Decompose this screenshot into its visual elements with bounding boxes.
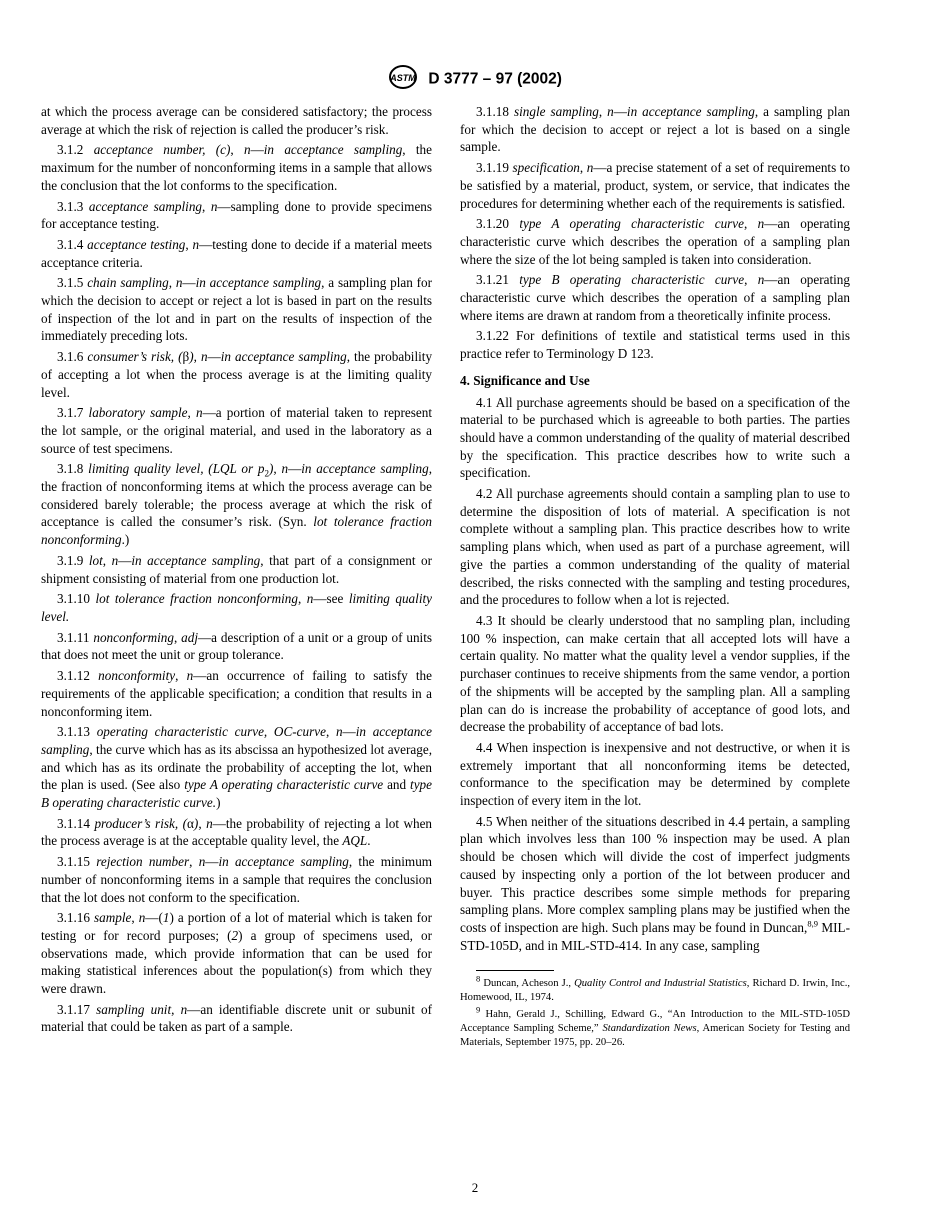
section-4-3: 4.3 It should be clearly understood that no sampling plan, including 100 % inspection, can make certain that all accepted lots will have a certain quality. No matter what the quality level a vendor supplies, if the purchaser continues to receive shipments from the same vendor, a portion of the shipments will be accepted by the sampling plan. All a sampling plan can do is increase the probability of acceptance of good lots, and decrease the probability of acceptance of bad lots. [460, 612, 850, 735]
definition-3-1-7: 3.1.7 laboratory sample, n—a portion of material taken to represent the lot sample, or the original material, and used in the laboratory as a source of test specimens. [41, 405, 433, 456]
page-header [0, 64, 950, 95]
definition-3-1-4: 3.1.4 acceptance testing, n—testing done to decide if a material meets acceptance criteria. [41, 236, 433, 270]
definition-3-1-5: 3.1.5 chain sampling, n—in acceptance sampling, a sampling plan for which the decision to accept or reject a lot is based in part on the results of inspection of the lot and in part on the results of inspection of the immediately preceding lots. [41, 275, 433, 344]
definition-3-1-22: 3.1.22 For definitions of textile and statistical terms used in this practice refer to Terminology D 123. [460, 328, 850, 362]
definition-3-1-11: 3.1.11 nonconforming, adj—a description of a unit or a group of units that does not meet the unit or group tolerance. [41, 629, 433, 663]
svg-text:ASTM: ASTM [390, 73, 416, 83]
section-4-5: 4.5 When neither of the situations described in 4.4 pertain, a sampling plan which involves less than 100 % inspection may be used. A plan should be chosen which will divide the cost of imperfect judgments caused by inspecting only a portion of the lot between producer and buyer. This practice describes some simple methods for preparing sampling plans. More complex sampling plans may be justified when the costs of inspection are high. Such plans may be found in Duncan,$^{8,9}$ MIL-STD-105D, and in MIL-STD-414. In any case, sampling [460, 813, 850, 953]
left-column [41, 103, 432, 1039]
paragraph: at which the process average can be considered satisfactory; the process average at which the risk of rejection is called the producer’s risk. [41, 104, 432, 137]
definition-3-1-6: 3.1.6 consumer’s risk, (β), n—in acceptance sampling, the probability of accepting a lot when the process average is at the limiting quality level. [41, 349, 433, 400]
standard-designation: D 3777 – 97 (2002) [428, 70, 562, 88]
section-4-2: 4.2 All purchase agreements should contain a sampling plan to use to determine the disposition of lots of material. A specification is not complete without a sampling plan. This practice describes how to write sampling plans which, when used as part of a purchase agreement, will give the parties a common understanding of the quality of material described, the risks connected with the sampling and testing procedures, and the procedures to follow when a lot is rejected. [460, 486, 850, 608]
definition-3-1-9: 3.1.9 lot, n—in acceptance sampling, that part of a consignment or shipment consisting of material from one production lot. [41, 552, 433, 586]
section-4-4: 4.4 When inspection is inexpensive and not destructive, or when it is extremely important that all nonconforming items be detected, conformance to the specification may be determined by complete inspection of every item in the lot. [460, 739, 850, 809]
definition-3-1-8: 3.1.8 limiting quality level, (LQL or $p_2$), n—in acceptance sampling, the fraction of nonconforming items at which the process average can be considered barely tolerable; the process average at which the risk of acceptance is called the consumer’s risk. (Syn. lot tolerance fraction nonconforming.) [41, 461, 433, 548]
definition-3-1-3: 3.1.3 acceptance sampling, n—sampling done to provide specimens for acceptance testing. [41, 198, 433, 232]
definition-3-1-12: 3.1.12 nonconformity, n—an occurrence of failing to satisfy the requirements of the applicable specification; a condition that results in a nonconforming item. [41, 668, 433, 719]
footnote-9: $^9$ Hahn, Gerald J., Schilling, Edward G., “An Introduction to the MIL-STD-105D Acceptance Sampling Scheme,” Standardization News, American Society for Testing and Materials, September 1975, pp. 20–26. [460, 1004, 851, 1049]
definition-3-1-16: 3.1.16 sample, n—(1) a portion of a lot of material which is taken for testing or for record purposes; (2) a group of specimens used, or observations made, which provide information that can be used for making statistical inferences about the population(s) from which they were drawn. [41, 910, 433, 997]
definition-3-1-10: 3.1.10 lot tolerance fraction nonconforming, n—see limiting quality level. [41, 591, 432, 624]
section-heading: 4. Significance and Use [460, 372, 590, 388]
footnote-8: $^8$ Duncan, Acheson J., Quality Control and Industrial Statistics, Richard D. Irwin, Inc., Homewood, IL, 1974. [460, 973, 850, 1004]
section-4-1: 4.1 All purchase agreements should be based on a specification of the material to be purchased which is agreeable to both parties. The parties should have a common understanding of the quality of material described by the specification. This practice describes how to write such a specification. [460, 394, 850, 481]
definition-3-1-18: 3.1.18 single sampling, n—in acceptance sampling, a sampling plan for which the decision to accept or reject a lot is based on a single sample. [460, 104, 851, 155]
definition-3-1-19: 3.1.19 specification, n—a precise statement of a set of requirements to be satisfied by a material, product, system, or service, that indicates the procedures for determining whether each of the requirements is satisfied. [460, 160, 851, 211]
definition-3-1-13: 3.1.13 operating characteristic curve, OC-curve, n—in acceptance sampling, the curve which has as its abscissa an hypothesized lot average, and which has as its ordinate the probability of accepting the lot, when the plan is used. (See also type A operating characteristic curve and type B operating characteristic curve.) [41, 724, 433, 811]
astm-logo-icon [388, 64, 418, 95]
page-number: 2 [471, 1180, 479, 1195]
definition-3-1-20: 3.1.20 type A operating characteristic curve, n—an operating characteristic curve which describes the operation of a sampling plan where the size of the lot being sampled is taken into consideration. [460, 216, 851, 267]
right-column [460, 103, 850, 1053]
definition-3-1-15: 3.1.15 rejection number, n—in acceptance sampling, the minimum number of nonconforming items in a sample that requires the conclusion that the lot does not conform to the specification. [41, 854, 433, 905]
definition-3-1-17: 3.1.17 sampling unit, n—an identifiable discrete unit or subunit of material that could be taken as part of a sample. [41, 1001, 433, 1035]
definition-3-1-21: 3.1.21 type B operating characteristic curve, n—an operating characteristic curve which describes the operation of a sampling plan where items are drawn at random from a theoretically infinite process. [460, 272, 850, 323]
definition-3-1-14: 3.1.14 producer’s risk, (α), n—the probability of rejecting a lot when the process average is at the acceptable quality level, the AQL. [41, 815, 433, 849]
footnote-divider [476, 970, 554, 971]
definition-3-1-2: 3.1.2 acceptance number, (c), n—in acceptance sampling, the maximum for the number of nonconforming items in a sample that allows the conclusion that the lot conforms to the specification. [41, 142, 433, 193]
